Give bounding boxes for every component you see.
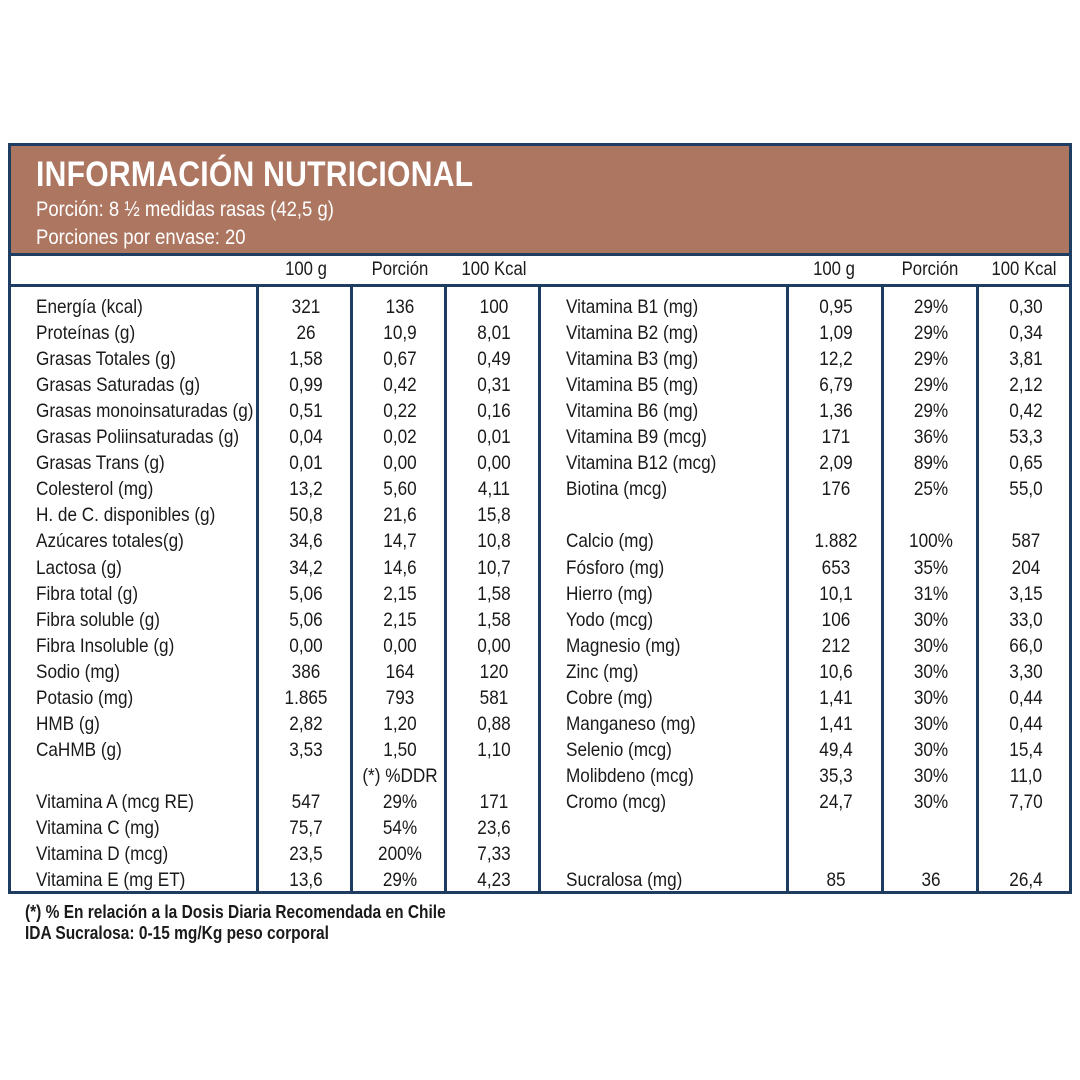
row-value: 29%: [382, 790, 418, 813]
row-value: 66,0: [1009, 634, 1043, 657]
row-label: Zinc (mg): [566, 660, 639, 683]
row-label: H. de C. disponibles (g): [36, 504, 216, 527]
row-value: 171: [821, 426, 851, 449]
col-header-left-porcion: Porción: [371, 259, 429, 280]
column-divider: [538, 287, 541, 891]
row-label: Vitamina E (mg ET): [36, 869, 186, 892]
row-value: 29%: [913, 322, 949, 345]
row-value: 4,23: [477, 869, 511, 892]
row-value: 1,58: [289, 348, 323, 371]
row-label: Fósforo (mg): [566, 556, 665, 579]
row-value: 386: [291, 660, 321, 683]
row-value: 13,2: [289, 478, 323, 501]
row-value: [795, 841, 878, 867]
row-value: 1,09: [819, 322, 853, 345]
col-header-right-100g: 100 g: [813, 259, 855, 280]
row-value: 106: [821, 608, 851, 631]
column-header-row: [11, 256, 1069, 287]
row-label: Energía (kcal): [36, 296, 143, 318]
row-value: 0,00: [477, 452, 511, 475]
row-value: 0,04: [289, 426, 323, 449]
row-value: 0,88: [477, 712, 511, 735]
row-value: 100: [479, 296, 509, 318]
row-label: Vitamina D (mcg): [36, 843, 169, 866]
row-label: Grasas monoinsaturadas (g): [36, 400, 254, 423]
row-value: 15,4: [1009, 738, 1043, 761]
row-label: Vitamina B1 (mg): [566, 296, 699, 318]
column-divider: [881, 287, 884, 891]
row-value: 5,60: [383, 478, 417, 501]
row-value: 4,11: [477, 478, 511, 501]
row-value: [890, 502, 973, 528]
row-value: 212: [821, 634, 851, 657]
col-header-right-100kcal: 100 Kcal: [991, 259, 1057, 280]
row-value: 0,31: [477, 374, 511, 397]
row-label: Vitamina B3 (mg): [566, 348, 699, 371]
row-value: 0,30: [1009, 296, 1043, 318]
row-value: 30%: [913, 738, 949, 761]
row-value: 0,44: [1009, 686, 1043, 709]
row-value: 36: [921, 869, 941, 892]
row-label: Molibdeno (mcg): [566, 764, 694, 787]
row-label: Selenio (mcg): [566, 738, 672, 761]
row-label: Vitamina B12 (mcg): [566, 452, 717, 475]
row-value: 14,6: [383, 556, 417, 579]
row-value: 14,7: [383, 530, 417, 553]
column-divider: [976, 287, 979, 891]
row-value: 23,6: [477, 817, 511, 839]
row-value: 0,00: [477, 634, 511, 657]
row-value: 24,7: [819, 790, 853, 813]
row-value: [453, 763, 536, 789]
row-value: 29%: [913, 374, 949, 397]
row-value: 34,6: [289, 530, 323, 553]
row-value: 34,2: [289, 556, 323, 579]
row-value: 12,2: [819, 348, 853, 371]
row-value: [985, 502, 1068, 528]
row-value: 30%: [913, 790, 949, 813]
footnote-sucralose: IDA Sucralosa: 0-15 mg/Kg peso corporal: [25, 923, 329, 943]
row-value: [795, 502, 878, 528]
column-divider: [256, 287, 259, 891]
row-value: [890, 815, 973, 841]
row-label: Colesterol (mg): [36, 478, 154, 501]
row-value: 200%: [378, 843, 422, 866]
row-value: [985, 815, 1068, 841]
row-value: 1,50: [383, 738, 417, 761]
row-value: 120: [479, 660, 509, 683]
row-value: 30%: [913, 712, 949, 735]
row-value: 75,7: [289, 817, 323, 839]
row-value: 0,95: [819, 296, 853, 318]
row-label: Calcio (mg): [566, 530, 654, 553]
column-divider: [444, 287, 447, 891]
row-value: 54%: [382, 817, 418, 839]
row-label: Sucralosa (mg): [566, 869, 683, 892]
row-label: Vitamina A (mcg RE): [36, 790, 195, 813]
row-value: 1,58: [477, 608, 511, 631]
row-label: Vitamina B6 (mg): [566, 400, 699, 423]
row-label: Vitamina B5 (mg): [566, 374, 699, 397]
panel-title: INFORMACIÓN NUTRICIONAL: [36, 155, 474, 194]
row-value: 29%: [913, 400, 949, 423]
row-label: Proteínas (g): [36, 322, 136, 345]
portion-size: Porción: 8 ½ medidas rasas (42,5 g): [36, 198, 334, 221]
row-value: 0,02: [383, 426, 417, 449]
row-value: 8,01: [477, 322, 511, 345]
row-value: 0,42: [383, 374, 417, 397]
row-value: 53,3: [1009, 426, 1043, 449]
row-value: 10,9: [383, 322, 417, 345]
row-value: 1,10: [477, 738, 511, 761]
row-value: 55,0: [1009, 478, 1043, 501]
row-value: 0,22: [383, 400, 417, 423]
row-value: 1.882: [814, 530, 858, 553]
row-value: 0,00: [383, 634, 417, 657]
row-value: 29%: [913, 348, 949, 371]
row-value: 5,06: [289, 582, 323, 605]
row-label: Biotina (mcg): [566, 478, 668, 501]
row-value: 793: [385, 686, 415, 709]
row-value: 7,70: [1009, 790, 1043, 813]
row-label: CaHMB (g): [36, 738, 122, 761]
row-value: 35%: [913, 556, 949, 579]
nutrition-panel: [8, 143, 1072, 894]
row-label: Cobre (mg): [566, 686, 653, 709]
row-label: Yodo (mcg): [566, 608, 654, 631]
row-value: 15,8: [477, 504, 511, 527]
row-value: 321: [291, 296, 321, 318]
row-value: 1,36: [819, 400, 853, 423]
row-value: 26: [296, 322, 316, 345]
col-header-right-porcion: Porción: [901, 259, 959, 280]
row-label: Fibra soluble (g): [36, 608, 160, 631]
row-value: 0,00: [383, 452, 417, 475]
row-value: 2,15: [383, 582, 417, 605]
row-value: 0,01: [477, 426, 511, 449]
row-value: 13,6: [289, 869, 323, 892]
row-value: (*) %DDR: [362, 764, 438, 787]
row-value: 0,16: [477, 400, 511, 423]
row-value: [265, 763, 348, 789]
row-value: 0,99: [289, 374, 323, 397]
row-value: 2,15: [383, 608, 417, 631]
row-value: 11,0: [1009, 764, 1043, 787]
row-label: Vitamina B2 (mg): [566, 322, 699, 345]
row-value: [890, 841, 973, 867]
row-value: 587: [1011, 530, 1041, 553]
row-value: 2,12: [1009, 374, 1043, 397]
row-value: 29%: [382, 869, 418, 892]
row-label: Vitamina C (mg): [36, 817, 160, 839]
row-label: Magnesio (mg): [566, 634, 681, 657]
row-value: 0,01: [289, 452, 323, 475]
row-value: 3,81: [1009, 348, 1043, 371]
row-label: Potasio (mg): [36, 686, 134, 709]
row-value: 85: [826, 869, 846, 892]
column-divider: [786, 287, 789, 891]
row-label: Fibra Insoluble (g): [36, 634, 175, 657]
row-value: 1,41: [819, 712, 853, 735]
row-label: Manganeso (mg): [566, 712, 696, 735]
row-label: Azúcares totales(g): [36, 530, 184, 553]
row-value: 25%: [913, 478, 949, 501]
row-value: 2,82: [289, 712, 323, 735]
row-value: 3,15: [1009, 582, 1043, 605]
row-label: Sodio (mg): [36, 660, 120, 683]
row-label: Grasas Poliinsaturadas (g): [36, 426, 240, 449]
row-value: 136: [385, 296, 415, 318]
row-value: 1,41: [819, 686, 853, 709]
row-value: 50,8: [289, 504, 323, 527]
row-value: 0,67: [383, 348, 417, 371]
row-label: Vitamina B9 (mcg): [566, 426, 707, 449]
row-value: 1,58: [477, 582, 511, 605]
row-value: 30%: [913, 634, 949, 657]
row-value: 33,0: [1009, 608, 1043, 631]
row-value: 100%: [909, 530, 953, 553]
row-label: Grasas Saturadas (g): [36, 374, 201, 397]
row-value: 10,7: [477, 556, 511, 579]
servings-per-container: Porciones por envase: 20: [36, 226, 246, 249]
row-value: [795, 815, 878, 841]
panel-header: [11, 146, 1069, 256]
row-value: 30%: [913, 608, 949, 631]
row-value: 0,42: [1009, 400, 1043, 423]
row-value: 2,09: [819, 452, 853, 475]
row-value: 10,6: [819, 660, 853, 683]
row-value: 581: [479, 686, 509, 709]
row-value: 0,44: [1009, 712, 1043, 735]
row-value: 7,33: [477, 843, 511, 866]
row-value: 21,6: [383, 504, 417, 527]
row-value: 3,30: [1009, 660, 1043, 683]
row-value: 35,3: [819, 764, 853, 787]
row-value: 0,51: [289, 400, 323, 423]
row-value: 10,1: [819, 582, 853, 605]
row-value: 0,00: [289, 634, 323, 657]
row-label: Grasas Trans (g): [36, 452, 165, 475]
row-value: 1,20: [383, 712, 417, 735]
row-value: 3,53: [289, 738, 323, 761]
row-value: 0,49: [477, 348, 511, 371]
row-value: 547: [291, 790, 321, 813]
row-value: 1.865: [284, 686, 328, 709]
row-value: 6,79: [819, 374, 853, 397]
row-value: [985, 841, 1068, 867]
row-value: 30%: [913, 686, 949, 709]
row-value: 10,8: [477, 530, 511, 553]
row-label: Fibra total (g): [36, 582, 139, 605]
col-header-left-100g: 100 g: [285, 259, 327, 280]
row-value: 89%: [913, 452, 949, 475]
row-value: 23,5: [289, 843, 323, 866]
row-value: 49,4: [819, 738, 853, 761]
row-value: 0,65: [1009, 452, 1043, 475]
col-header-left-100kcal: 100 Kcal: [461, 259, 527, 280]
column-divider: [350, 287, 353, 891]
row-label: Cromo (mcg): [566, 790, 667, 813]
row-label: Lactosa (g): [36, 556, 122, 579]
footnote-ddr: (*) % En relación a la Dosis Diaria Recomendada en Chile: [25, 902, 446, 922]
row-value: 36%: [913, 426, 949, 449]
row-value: 171: [479, 790, 509, 813]
row-value: 30%: [913, 660, 949, 683]
row-label: Hierro (mg): [566, 582, 653, 605]
row-value: 176: [821, 478, 851, 501]
row-value: 31%: [913, 582, 949, 605]
row-value: 5,06: [289, 608, 323, 631]
row-value: 0,34: [1009, 322, 1043, 345]
row-label: Grasas Totales (g): [36, 348, 176, 371]
row-value: 204: [1011, 556, 1041, 579]
row-value: 30%: [913, 764, 949, 787]
row-value: 29%: [913, 296, 949, 318]
row-value: 164: [385, 660, 415, 683]
row-label: HMB (g): [36, 712, 100, 735]
row-value: 653: [821, 556, 851, 579]
row-value: 26,4: [1009, 869, 1043, 892]
